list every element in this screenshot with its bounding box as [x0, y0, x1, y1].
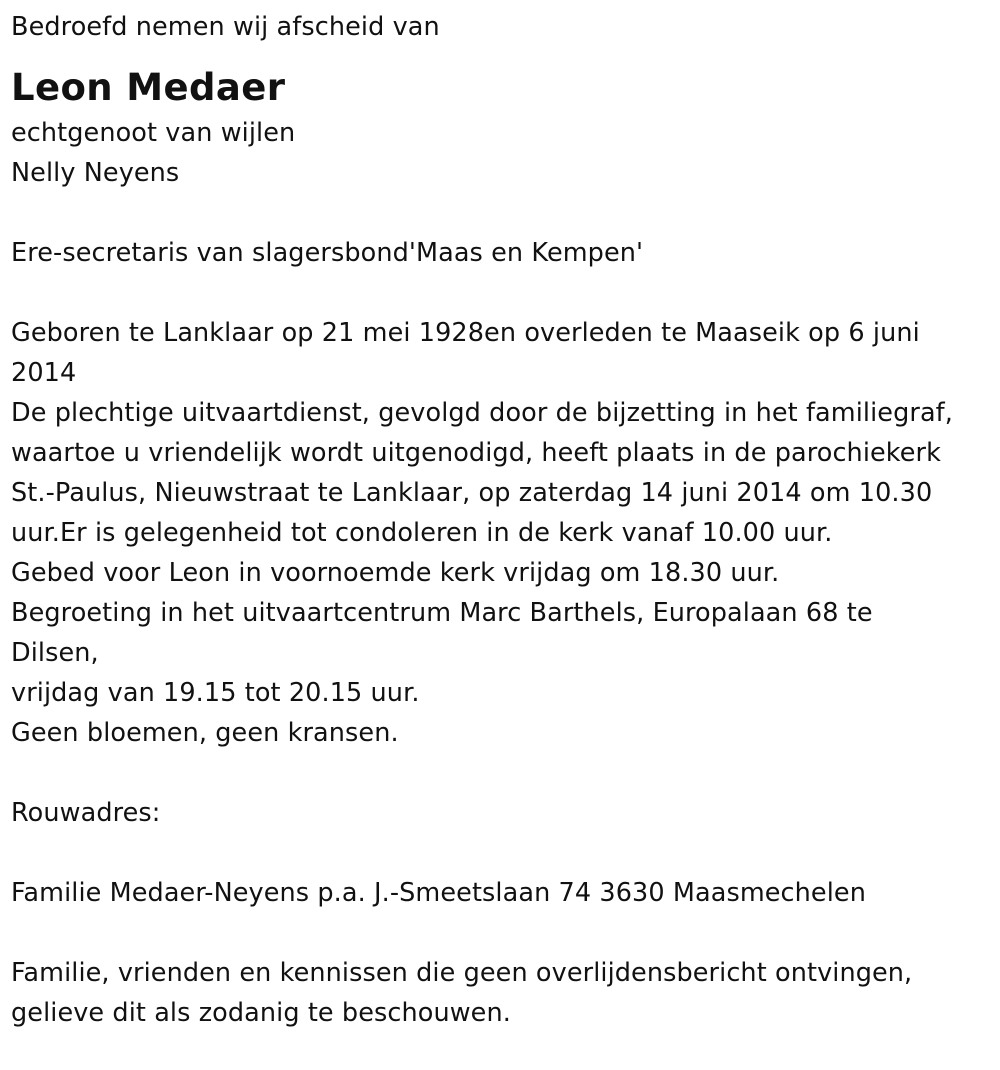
detail-line: uur.Er is gelegenheid tot condoleren in de kerk vanaf 10.00 uur. [11, 518, 833, 548]
detail-line: vrijdag van 19.15 tot 20.15 uur. [11, 678, 420, 708]
honorary-title: Ere-secretaris van slagersbond'Maas en Kempen' [11, 238, 644, 268]
rouwadres-label: Rouwadres: [11, 798, 161, 828]
spouse-name: Nelly Neyens [11, 158, 180, 188]
detail-line: waartoe u vriendelijk wordt uitgenodigd, heeft plaats in de parochiekerk [11, 438, 941, 468]
spacer [11, 753, 996, 793]
closing-line: gelieve dit als zodanig te beschouwen. [11, 998, 511, 1028]
detail-line: Geen bloemen, geen kransen. [11, 718, 399, 748]
detail-line: De plechtige uitvaartdienst, gevolgd door de bijzetting in het familiegraf, [11, 398, 953, 428]
closing-line: Familie, vrienden en kennissen die geen overlijdensbericht ontvingen, [11, 958, 913, 988]
spacer [11, 913, 996, 953]
spacer [11, 193, 996, 233]
detail-line: Geboren te Lanklaar op 21 mei 1928en overleden te Maaseik op 6 juni [11, 318, 920, 348]
detail-line: 2014 [11, 358, 77, 388]
spacer [11, 273, 996, 313]
deceased-name: Leon Medaer [11, 66, 286, 109]
detail-line: Dilsen, [11, 638, 99, 668]
spacer [11, 833, 996, 873]
intro-text: Bedroefd nemen wij afscheid van [11, 12, 440, 42]
spouse-line: echtgenoot van wijlen [11, 118, 296, 148]
obituary-document [11, 7, 996, 1033]
detail-line: Begroeting in het uitvaartcentrum Marc Barthels, Europalaan 68 te [11, 598, 873, 628]
detail-line: Gebed voor Leon in voornoemde kerk vrijdag om 18.30 uur. [11, 558, 780, 588]
detail-line: St.-Paulus, Nieuwstraat te Lanklaar, op zaterdag 14 juni 2014 om 10.30 [11, 478, 933, 508]
mourning-address: Familie Medaer-Neyens p.a. J.-Smeetslaan 74 3630 Maasmechelen [11, 878, 866, 908]
